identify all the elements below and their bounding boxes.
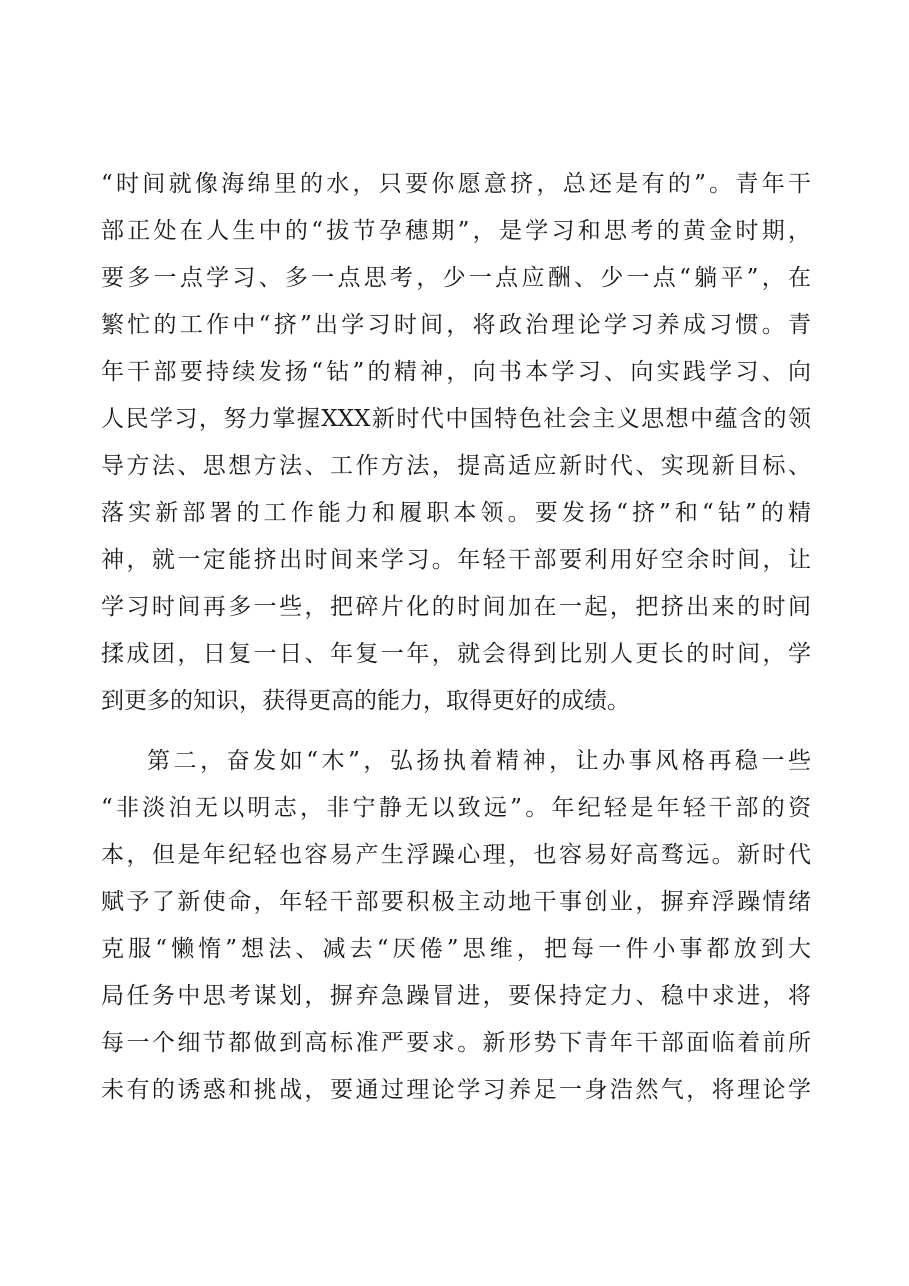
text-line: 部正处在人生中的“拔节孕穗期”，是学习和思考的黄金时期， (101, 218, 811, 244)
text-line: 神，就一定能挤出时间来学习。年轻干部要利用好空余时间，让 (101, 547, 811, 573)
text-line: 未有的诱惑和挑战，要通过理论学习养足一身浩然气，将理论学 (101, 1077, 811, 1103)
text-line: 人民学习，努力掌握XXX新时代中国特色社会主义思想中蕴含的领 (101, 406, 811, 432)
section-heading: 第二，奋发如“木”，弘扬执着精神，让办事风格再稳一些 (147, 748, 811, 774)
text-line: 要多一点学习、多一点思考，少一点应酬、少一点“躺平”，在 (101, 265, 811, 291)
text-line: “非淡泊无以明志，非宁静无以致远”。年纪轻是年轻干部的资 (101, 795, 811, 821)
text-line: 揉成团，日复一日、年复一年，就会得到比别人更长的时间，学 (101, 641, 811, 667)
text-line: 落实新部署的工作能力和履职本领。要发扬“挤”和“钻”的精 (101, 500, 811, 526)
text-line: 克服“懒惰”想法、减去“厌倦”思维，把每一件小事都放到大 (101, 936, 811, 962)
text-line: 学习时间再多一些，把碎片化的时间加在一起，把挤出来的时间 (101, 594, 811, 620)
text-line: “时间就像海绵里的水，只要你愿意挤，总还是有的”。青年干 (101, 171, 811, 197)
text-line: 到更多的知识，获得更高的能力，取得更好的成绩。 (101, 688, 630, 714)
text-line: 导方法、思想方法、工作方法，提高适应新时代、实现新目标、 (101, 453, 811, 479)
text-line: 局任务中思考谋划，摒弃急躁冒进，要保持定力、稳中求进，将 (101, 983, 811, 1009)
text-line: 繁忙的工作中“挤”出学习时间，将政治理论学习养成习惯。青 (101, 312, 811, 338)
text-line: 年干部要持续发扬“钻”的精神，向书本学习、向实践学习、向 (101, 359, 811, 385)
text-line: 每一个细节都做到高标准严要求。新形势下青年干部面临着前所 (101, 1030, 811, 1056)
text-line: 本，但是年纪轻也容易产生浮躁心理，也容易好高骛远。新时代 (101, 842, 811, 868)
text-line: 赋予了新使命，年轻干部要积极主动地干事创业，摒弃浮躁情绪 (101, 889, 811, 915)
